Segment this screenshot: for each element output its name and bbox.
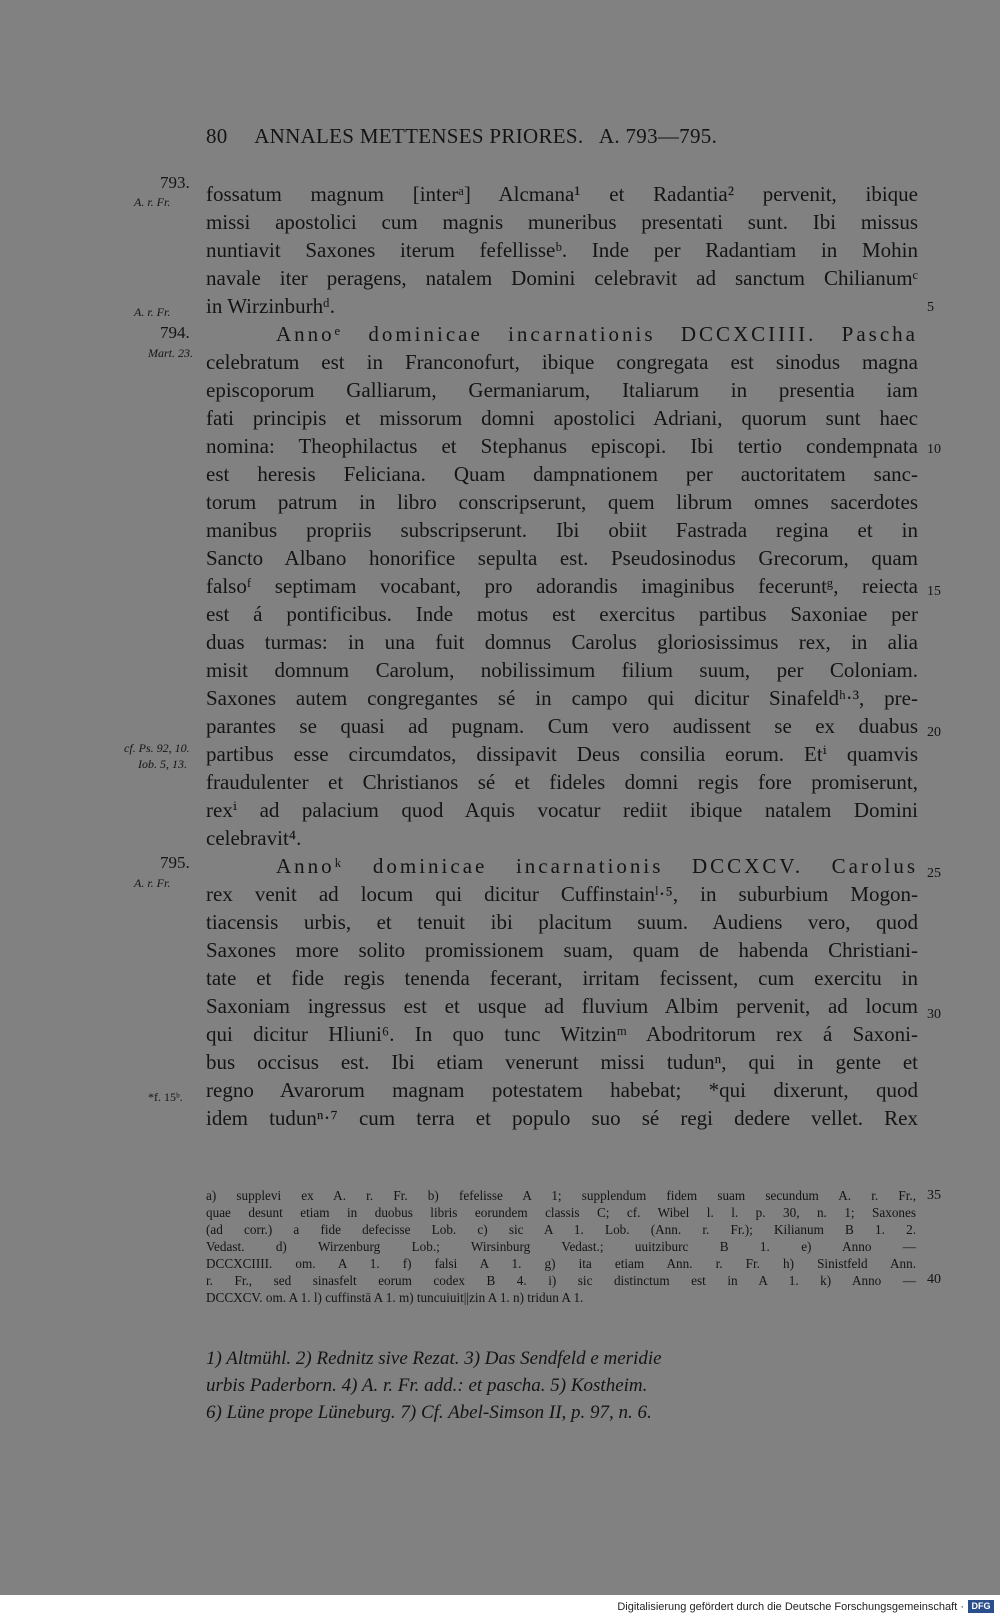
text-line: fossatum magnum [interᵃ] Alcmana¹ et Radantia² pervenit, ibique [206, 182, 918, 206]
text-line: Annoᵉ dominicae incarnationis DCCXCIIII. Pascha [276, 322, 918, 346]
margin-reference: cf. Ps. 92, 10. [124, 741, 190, 755]
text-line: rex venit ad locum qui dicitur Cuffinstainˡ·⁵, in suburbium Mogon- [206, 882, 918, 906]
text-line: tate et fide regis tenenda fecerant, irritam fecissent, cum exercitu in [206, 966, 918, 990]
funding-notice: Digitalisierung gefördert durch die Deutsche Forschungsgemeinschaft · [617, 1601, 964, 1613]
text-line: partibus esse circumdatos, dissipavit Deus consilia eorum. Etⁱ quamvis [206, 742, 918, 766]
variant-note-line: r. Fr., sed sinasfelt eorum codex B 4. i) sic distinctum est in A 1. k) Anno — [206, 1273, 916, 1288]
text-line: missi apostolici cum magnis muneribus presentati sunt. Ibi missus [206, 210, 918, 234]
text-line: fati principis et missorum domni apostolici Adriani, quorum sunt haec [206, 406, 918, 430]
line-number: 30 [927, 1007, 941, 1022]
line-number: 35 [927, 1188, 941, 1203]
text-line: Annoᵏ dominicae incarnationis DCCXCV. Carolus [276, 854, 918, 878]
text-line: qui dicitur Hliuni⁶. In quo tunc Witzinᵐ Abodritorum rex á Saxoni- [206, 1022, 918, 1046]
variant-note-line: DCCXCV. om. A 1. l) cuffinstā A 1. m) tuncuiuit||zin A 1. n) tridun A 1. [206, 1290, 584, 1305]
text-line: Sancto Albano honorifice sepulta est. Pseudosinodus Grecorum, quam [206, 546, 918, 570]
text-line: idem tudunⁿ·⁷ cum terra et populo suo sé regi dedere vellet. Rex [206, 1106, 918, 1130]
text-line: episcoporum Galliarum, Germaniarum, Italiarum in presentia iam [206, 378, 918, 402]
variant-note-line: DCCXCIIII. om. A 1. f) falsi A 1. g) ita etiam Ann. r. Fr. h) Sinistfeld Ann. [206, 1256, 916, 1271]
text-line: tiacensis urbis, et tenuit ibi placitum suum. Audiens vero, quod [206, 910, 918, 934]
variant-note-line: (ad corr.) a fide defecisse Lob. c) sic A 1. Lob. (Ann. r. Fr.); Kilianum B 1. 2. [206, 1222, 916, 1237]
line-number: 40 [927, 1272, 941, 1287]
margin-source: A. r. Fr. [134, 195, 171, 209]
text-line: regno Avarorum magnam potestatem habebat; *qui dixerunt, quod [206, 1078, 918, 1102]
text-line: duas turmas: in una fuit domnus Carolus gloriosissimus rex, in alia [206, 630, 918, 654]
variant-note-line: Vedast. d) Wirzenburg Lob.; Wirsinburg Vedast.; uuitziburc B 1. e) Anno — [206, 1239, 916, 1254]
text-line: parantes se quasi ad pugnam. Cum vero audissent se ex duabus [206, 714, 918, 738]
margin-source: A. r. Fr. [134, 876, 171, 890]
commentary-note-line: urbis Paderborn. 4) A. r. Fr. add.: et pascha. 5) Kostheim. [206, 1375, 648, 1396]
text-line: in Wirzinburhᵈ. [206, 294, 335, 318]
margin-year: 794. [160, 323, 190, 342]
commentary-note-line: 1) Altmühl. 2) Rednitz sive Rezat. 3) Das Sendfeld e meridie [206, 1348, 662, 1369]
variant-note-line: a) supplevi ex A. r. Fr. b) fefelisse A 1; supplendum fidem suam secundum A. r. Fr., [206, 1188, 916, 1203]
line-number: 15 [927, 584, 941, 599]
running-header: 80 ANNALES METTENSES PRIORES. A. 793—795. [206, 124, 718, 148]
margin-folio: *f. 15ᵇ. [148, 1090, 183, 1104]
text-line: Saxones more solito promissionem suam, quam de habenda Christiani- [206, 938, 918, 962]
margin-year: 793. [160, 173, 190, 192]
line-number: 20 [927, 725, 941, 740]
text-line: manibus propriis subscripserunt. Ibi obiit Fastrada regina et in [206, 518, 918, 542]
line-number: 10 [927, 442, 941, 457]
text-line: celebravit⁴. [206, 826, 302, 850]
margin-date: Mart. 23. [148, 346, 193, 360]
text-line: bus occisus est. Ibi etiam venerunt missi tudunⁿ, qui in gente et [206, 1050, 918, 1074]
text-line: est á pontificibus. Inde motus est exercitus partibus Saxoniae per [206, 602, 918, 626]
text-line: celebratum est in Franconofurt, ibique congregata est sinodus magna [206, 350, 918, 374]
text-line: nuntiavit Saxones iterum fefellisseᵇ. Inde per Radantiam in Mohin [206, 238, 918, 262]
commentary-note-line: 6) Lüne prope Lüneburg. 7) Cf. Abel-Simson II, p. 97, n. 6. [206, 1402, 652, 1423]
text-line: Saxoniam ingressus est et usque ad fluvium Albim pervenit, ad locum [206, 994, 918, 1018]
text-line: rexⁱ ad palacium quod Aquis vocatur rediit ibique natalem Domini [206, 798, 918, 822]
text-line: falsoᶠ septimam vocabant, pro adorandis imaginibus feceruntᵍ, reiecta [206, 574, 918, 598]
margin-source: A. r. Fr. [134, 305, 171, 319]
text-line: fraudulenter et Christianos sé et fideles domni regis fore promiserunt, [206, 770, 918, 794]
line-number: 25 [927, 866, 941, 881]
text-line: torum patrum in libro conscripserunt, quem librum omnes sacerdotes [206, 490, 918, 514]
text-line: misit domnum Carolum, nobilissimum filium suum, per Coloniam. [206, 658, 918, 682]
line-number: 5 [927, 300, 934, 315]
variant-note-line: quae desunt etiam in duobus libris eorundem classis C; cf. Wibel l. l. p. 30, n. 1; Saxones [206, 1205, 916, 1220]
text-line: navale iter peragens, natalem Domini celebravit ad sanctum Chilianumᶜ [206, 266, 918, 290]
dfg-logo-icon: DFG [968, 1600, 994, 1613]
margin-year: 795. [160, 853, 190, 872]
text-line: est heresis Feliciana. Quam dampnationem per auctoritatem sanc- [206, 462, 918, 486]
margin-reference: Iob. 5, 13. [138, 757, 187, 771]
text-line: Saxones autem congregantes sé in campo qui dicitur Sinafeldʰ·³, pre- [206, 686, 918, 710]
text-line: nomina: Theophilactus et Stephanus episcopi. Ibi tertio condempnata [206, 434, 918, 458]
